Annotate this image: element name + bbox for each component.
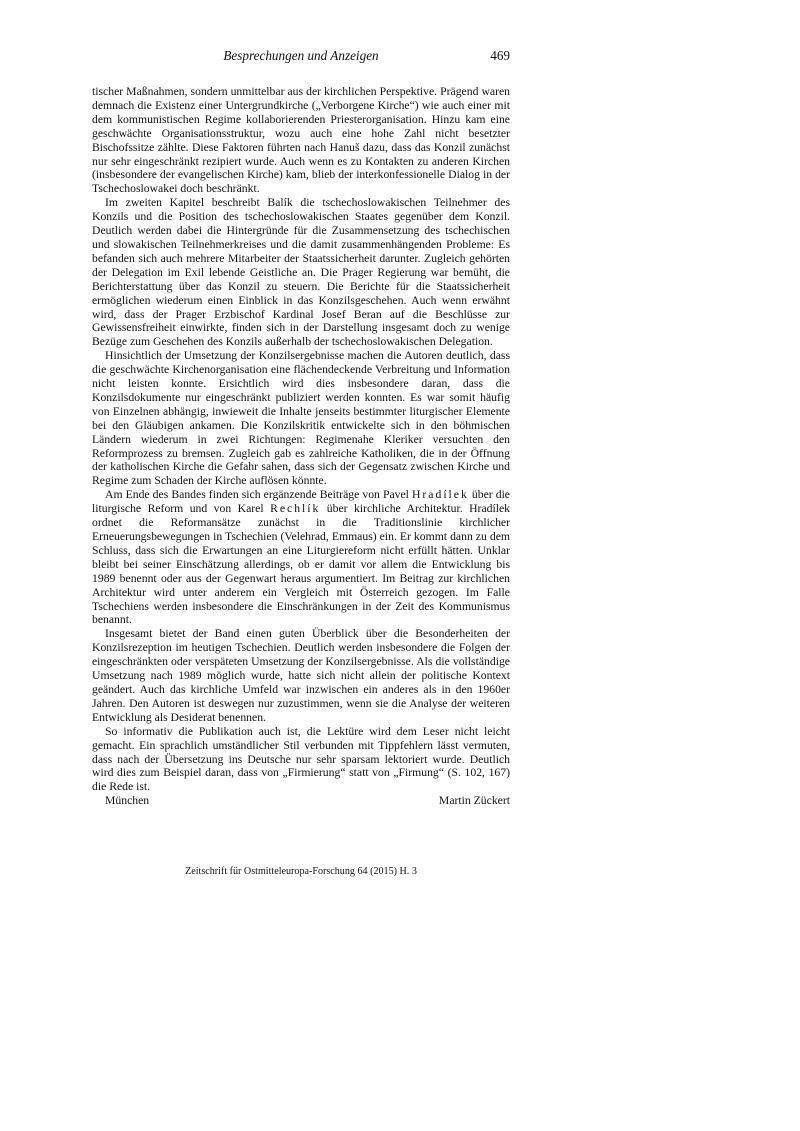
paragraph-3: Hinsichtlich der Umsetzung der Konzilsergebnisse machen die Autoren deutlich, dass die geschwächte Kirchenorganisation eine flächendeckende Verbreitung und Information nicht leisten konnte. Ersichtlich wird dies insbesondere daran, dass die Konzilsdokumente nur eingeschränkt publiziert werden konnten. Es war somit häufig von Einzelnen abhängig, inwieweit die Inhalte jenseits bestimmter liturgischer Elemente bei den Gläubigen ankamen. Die Konzilskritik entwickelte sich in den böhmischen Ländern wiederum in zwei Richtungen: Regimenahe Kleriker versuchten den Reformprozess zu bremsen. Zugleich gab es zahlreiche Katholiken, die in der Öffnung der katholischen Kirche die Gefahr sahen, dass sich der Gegensatz zwischen Kirche und Regime zum Schaden der Kirche auflösen könnte. <box>92 349 510 488</box>
journal-footer: Zeitschrift für Ostmitteleuropa-Forschung 64 (2015) H. 3 <box>185 866 417 877</box>
paragraph-4-part-a: Am Ende des Bandes finden sich ergänzende Beiträge von Pavel <box>105 488 412 502</box>
page-number: 469 <box>490 48 510 63</box>
author-name-rechlik: Rechlík <box>270 502 321 516</box>
paragraph-2: Im zweiten Kapitel beschreibt Balík die tschechoslowakischen Teilnehmer des Konzils und die Position des tschechoslowakischen Staates gegenüber dem Konzil. Deutlich werden dabei die Hintergründe für die Zusammensetzung des tschechischen und slowakischen Teilnehmerkreises und die damit zusammenhängenden Probleme: Es befanden sich auch mehrere Mitarbeiter der Staatssicherheit darunter. Zugleich gehörten der Delegation im Exil lebende Geistliche an. Die Prager Regierung war bemüht, die Berichterstattung über das Konzil zu steuern. Die Berichte für die Staatssicherheit ermöglichen wiederum einen Einblick in das Konzilsgeschehen. Auch wenn erwähnt wird, dass der Prager Erzbischof Kardinal Josef Beran auf die Beschlüsse zur Gewissensfreiheit einwirkte, finden sich in der Darstellung insgesamt doch zu wenige Bezüge zum Geschehen des Konzils außerhalb der tschechoslowakischen Delegation. <box>92 196 510 349</box>
review-signature <box>92 794 510 808</box>
signature-place: München <box>105 794 150 808</box>
review-body <box>92 85 510 808</box>
paragraph-4-part-b: über die liturgische Reform und von Karel <box>92 488 510 516</box>
running-title: Besprechungen und Anzeigen <box>223 48 379 63</box>
paragraph-1: tischer Maßnahmen, sondern unmittelbar aus der kirchlichen Perspektive. Prägend waren demnach die Existenz einer Untergrundkirche („Verborgene Kirche“) wie auch einer mit dem kommunistischen Regime kollaborierenden Priesterorganisation. Hinzu kam eine geschwächte Organisationsstruktur, wozu auch eine hohe Zahl nicht besetzter Bischofssitze zählte. Diese Faktoren führten nach Hanuš dazu, dass das Konzil zunächst nur sehr eingeschränkt rezipiert wurde. Auch wenn es zu Kontakten zu anderen Kirchen (insbesondere der evangelischen Kirche) kam, blieb der interkonfessionelle Dialog in der Tschechoslowakei doch beschränkt. <box>92 85 510 196</box>
paragraph-4 <box>92 488 510 627</box>
signature-author: Martin Zückert <box>438 794 510 808</box>
author-name-hradilek: Hradílek <box>412 488 469 502</box>
running-header <box>92 48 510 66</box>
paragraph-5: Insgesamt bietet der Band einen guten Überblick über die Besonderheiten der Konzilsrezeption im heutigen Tschechien. Deutlich werden insbesondere die Folgen der eingeschränkten oder verspäteten Umsetzung der Konzilsergebnisse. Als die vollständige Umsetzung nach 1989 möglich wurde, hatte sich nicht allein der politische Kontext geändert. Auch das kirchliche Umfeld war inzwischen ein anderes als in den 1960er Jahren. Den Autoren ist deswegen nur zuzustimmen, wenn sie die Analyse der weiteren Entwicklung als Desiderat benennen. <box>92 627 510 724</box>
paragraph-6: So informativ die Publikation auch ist, die Lektüre wird dem Leser nicht leicht gemacht. Ein sprachlich umständlicher Stil verbunden mit Tippfehlern lässt vermuten, dass nach der Übersetzung ins Deutsche nur sehr sparsam lektoriert wurde. Deutlich wird dies zum Beispiel daran, dass von „Firmierung“ statt von „Firmung“ (S. 102, 167) die Rede ist. <box>92 724 510 794</box>
paragraph-4-part-c: über kirchliche Architektur. Hradílek ordnet die Reformansätze zunächst in die Traditionslinie kirchlicher Erneuerungsbewegungen in Tschechien (Velehrad, Emmaus) ein. Er kommt dann zu dem Schluss, dass sich die Erwartungen an eine Liturgiereform nicht erfüllt hätten. Unklar bleibt bei seiner Einschätzung allerdings, ob er damit vor allem die Entwicklung bis 1989 benennt oder aus der Gegenwart heraus argumentiert. Im Beitrag zur kirchlichen Architektur wird unter anderem ein Vergleich mit Österreich gezogen. Im Falle Tschechiens werden insbesondere die Einschränkungen in der Zeit des Kommunismus benannt. <box>92 502 511 627</box>
